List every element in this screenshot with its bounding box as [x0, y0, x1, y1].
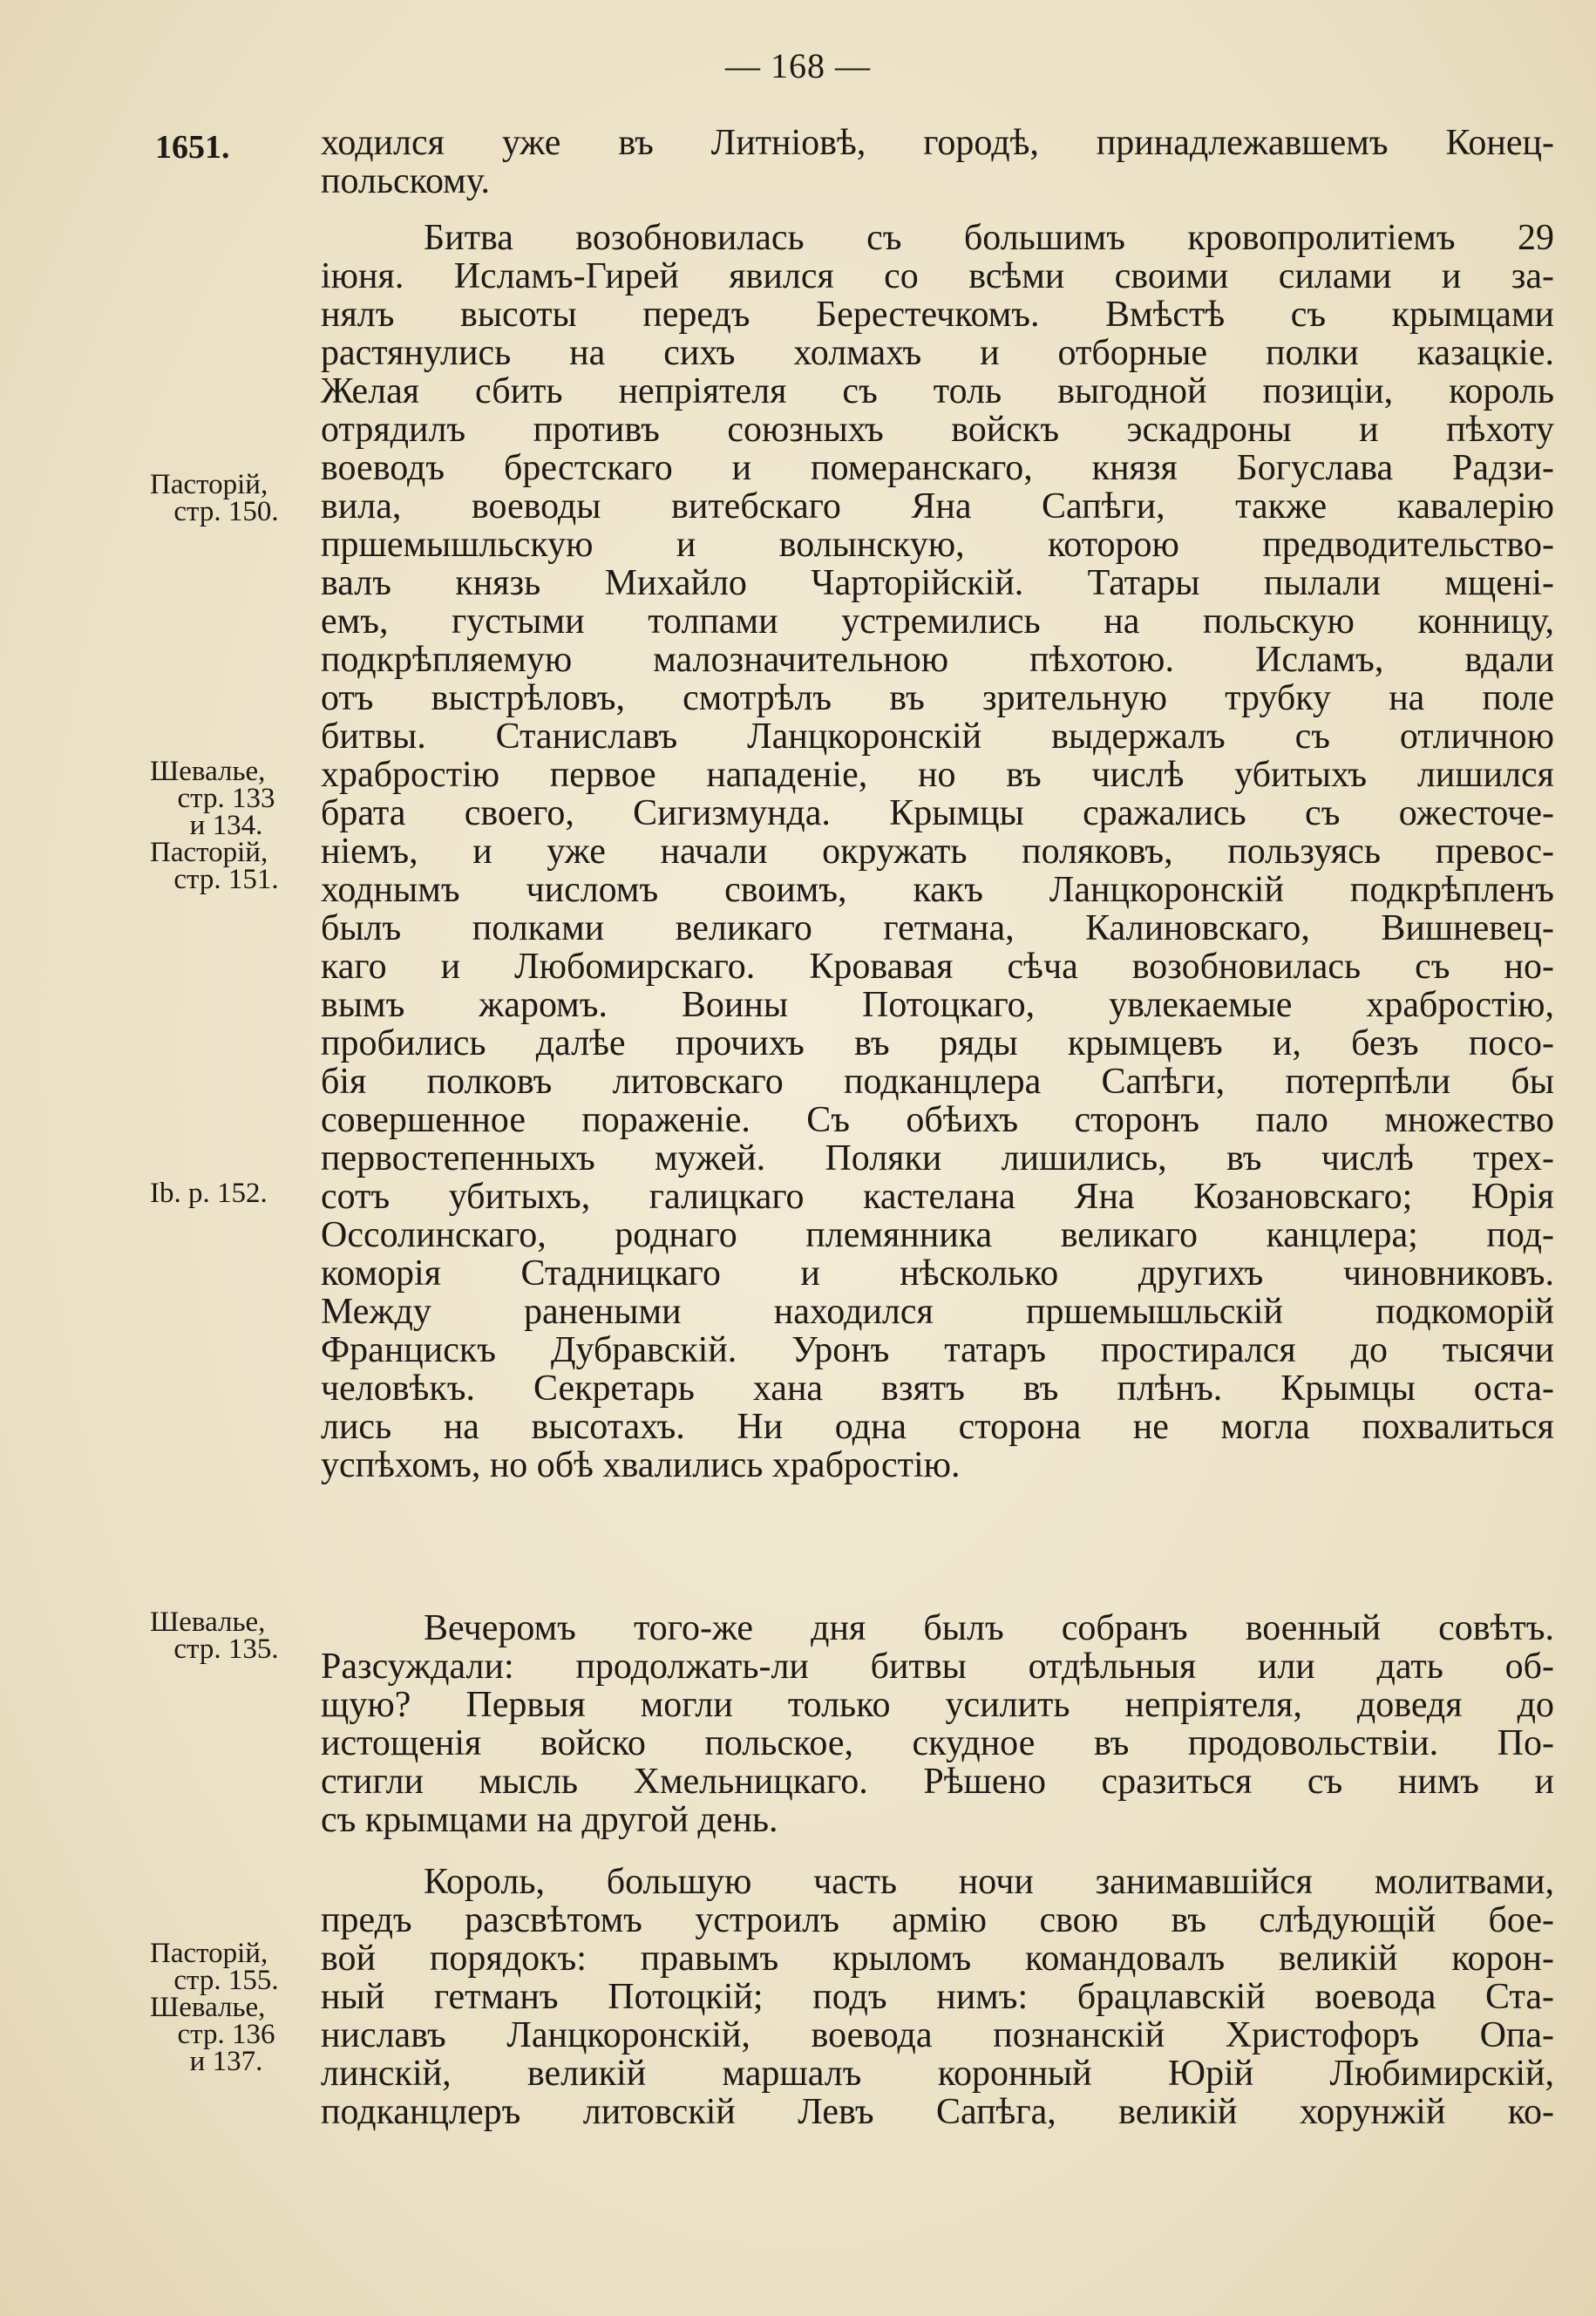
margin-note-pastorius-150 — [150, 469, 324, 527]
text-line: съ крымцами на другой день. — [321, 1800, 778, 1840]
margin-note-line: и 137. — [189, 2046, 263, 2077]
text-line: емъ, густыми толпами устремились на польскую конницу, — [321, 601, 1554, 642]
margin-note-line: Пасторій, — [150, 1938, 268, 1969]
text-line: совершенное пораженіе. Съ обѣихъ сторонъ пало множество — [321, 1100, 1554, 1140]
margin-note-line: стр. 150. — [173, 496, 279, 527]
text-line: стигли мысль Хмельницкаго. Рѣшено сразиться съ нимъ и — [321, 1762, 1554, 1802]
margin-note-chevalier-135 — [150, 1606, 324, 1665]
margin-note-line: Шевалье, — [150, 1606, 266, 1638]
text-line: Разсуждали: продолжать-ли битвы отдѣльныя или дать об- — [321, 1647, 1554, 1687]
paragraph-1 — [321, 124, 1554, 200]
text-line: человѣкъ. Секретарь хана взятъ въ плѣнъ. Крымцы оста- — [321, 1369, 1554, 1409]
margin-note-line: стр. 135. — [173, 1633, 279, 1665]
text-line: предъ разсвѣтомъ устроилъ армію свою въ слѣдующій бое- — [321, 1900, 1554, 1940]
margin-note-line: стр. 155. — [173, 1965, 279, 1996]
paragraph-3 — [321, 1609, 1554, 1839]
margin-note-line: стр. 133 — [177, 783, 275, 814]
text-line: подканцлеръ литовскій Левъ Сапѣга, великій хорунжій ко- — [321, 2092, 1554, 2132]
margin-note-chevalier-133 — [150, 758, 324, 893]
text-line: храбростію первое нападеніе, но въ числѣ убитыхъ лишился — [321, 755, 1554, 795]
text-line: успѣхомъ, но обѣ хвалились храбростію. — [321, 1445, 961, 1485]
text-line: битвы. Станиславъ Ланцкоронскій выдержалъ съ отличною — [321, 717, 1554, 757]
text-line: отъ выстрѣловъ, смотрѣлъ въ зрительную трубку на поле — [321, 678, 1554, 718]
text-line: Францискъ Дубравскій. Уронъ татаръ простирался до тысячи — [321, 1330, 1554, 1370]
text-line: вила, воеводы витебскаго Яна Сапѣги, также кавалерію — [321, 486, 1554, 526]
text-line: вымъ жаромъ. Воины Потоцкаго, увлекаемые храбростію, — [321, 985, 1554, 1025]
text-line: Король, большую часть ночи занимавшійся молитвами, — [424, 1862, 1554, 1902]
page-number: — 168 — — [725, 46, 871, 85]
text-line: ходнымъ числомъ своимъ, какъ Ланцкоронскій подкрѣпленъ — [321, 870, 1554, 910]
text-line: нялъ высоты передъ Берестечкомъ. Вмѣстѣ съ крымцами — [321, 295, 1554, 335]
text-line: брата своего, Сигизмунда. Крымцы сражались съ ожесточе- — [321, 793, 1554, 833]
margin-note-line: стр. 151. — [173, 864, 279, 895]
text-line: бія полковъ литовскаго подканцлера Сапѣги, потерпѣли бы — [321, 1062, 1554, 1102]
margin-note-ibidem-152 — [150, 1180, 324, 1207]
text-line: ходился уже въ Литніовѣ, городѣ, принадлежавшемъ Конец- — [321, 123, 1554, 163]
margin-note-line: и 134. — [189, 810, 263, 841]
text-line: ніемъ, и уже начали окружать поляковъ, пользуясь превос- — [321, 832, 1554, 872]
text-line: Между ранеными находился пршемышльскій подкоморій — [321, 1292, 1554, 1332]
margin-note-line: Пасторій, — [150, 837, 268, 868]
year-marker: 1651. — [155, 129, 230, 166]
paragraph-4 — [321, 1863, 1554, 2131]
text-line: іюня. Исламъ-Гирей явился со всѣми своими силами и за- — [321, 256, 1554, 296]
margin-note-line: Ib. р. 152. — [150, 1178, 268, 1209]
text-line: воеводъ брестскаго и померанскаго, князя Богуслава Радзи- — [321, 448, 1554, 488]
text-line: подкрѣпляемую малозначительною пѣхотою. Исламъ, вдали — [321, 640, 1554, 680]
text-line: вой порядокъ: правымъ крыломъ командовалъ великій корон- — [321, 1939, 1554, 1979]
text-line: первостепенныхъ мужей. Поляки лишились, въ числѣ трех- — [321, 1138, 1554, 1178]
text-line: отрядилъ противъ союзныхъ войскъ эскадроны и пѣхоту — [321, 410, 1554, 450]
text-line: растянулись на сихъ холмахъ и отборные полки казацкіе. — [321, 333, 1554, 373]
text-line: ный гетманъ Потоцкій; подъ нимъ: брацлавскій воевода Ста- — [321, 1977, 1554, 2017]
text-line: коморія Стадницкаго и нѣсколько другихъ чиновниковъ. — [321, 1253, 1554, 1294]
text-line: валъ князь Михайло Чарторійскій. Татары пылали мщені- — [321, 563, 1554, 603]
text-line: истощенія войско польское, скудное въ продовольствіи. По- — [321, 1723, 1554, 1763]
margin-note-pastorius-155 — [150, 1940, 324, 2075]
margin-note-line: стр. 136 — [177, 2019, 275, 2050]
text-line: пршемышльскую и волынскую, которою предводительство- — [321, 525, 1554, 565]
text-line: пробились далѣе прочихъ въ ряды крымцевъ и, безъ посо- — [321, 1023, 1554, 1063]
margin-note-line: Шевалье, — [150, 1992, 266, 2023]
paragraph-2 — [321, 219, 1554, 1484]
text-line: лись на высотахъ. Ни одна сторона не могла похвалиться — [321, 1407, 1554, 1447]
margin-note-line: Пасторій, — [150, 469, 268, 500]
text-line: Битва возобновилась съ большимъ кровопролитіемъ 29 — [424, 218, 1554, 258]
text-line: польскому. — [321, 161, 491, 201]
text-line: щую? Первыя могли только усилить непріятеля, доведя до — [321, 1685, 1554, 1725]
text-line: каго и Любомирскаго. Кровавая сѣча возобновилась съ но- — [321, 947, 1554, 987]
text-line: линскій, великій маршалъ коронный Юрій Любимирскій, — [321, 2054, 1554, 2094]
text-line: Желая сбить непріятеля съ толь выгодной позиціи, король — [321, 371, 1554, 411]
margin-note-line: Шевалье, — [150, 756, 266, 787]
text-line: былъ полками великаго гетмана, Калиновскаго, Вишневец- — [321, 908, 1554, 948]
text-line: сотъ убитыхъ, галицкаго кастелана Яна Козановскаго; Юрія — [321, 1177, 1554, 1217]
text-line: Вечеромъ того-же дня былъ собранъ военный совѣтъ. — [424, 1608, 1554, 1648]
text-line: Оссолинскаго, роднаго племянника великаго канцлера; под- — [321, 1215, 1554, 1255]
text-line: ниславъ Ланцкоронскій, воевода познанскій Христофоръ Опа- — [321, 2015, 1554, 2055]
